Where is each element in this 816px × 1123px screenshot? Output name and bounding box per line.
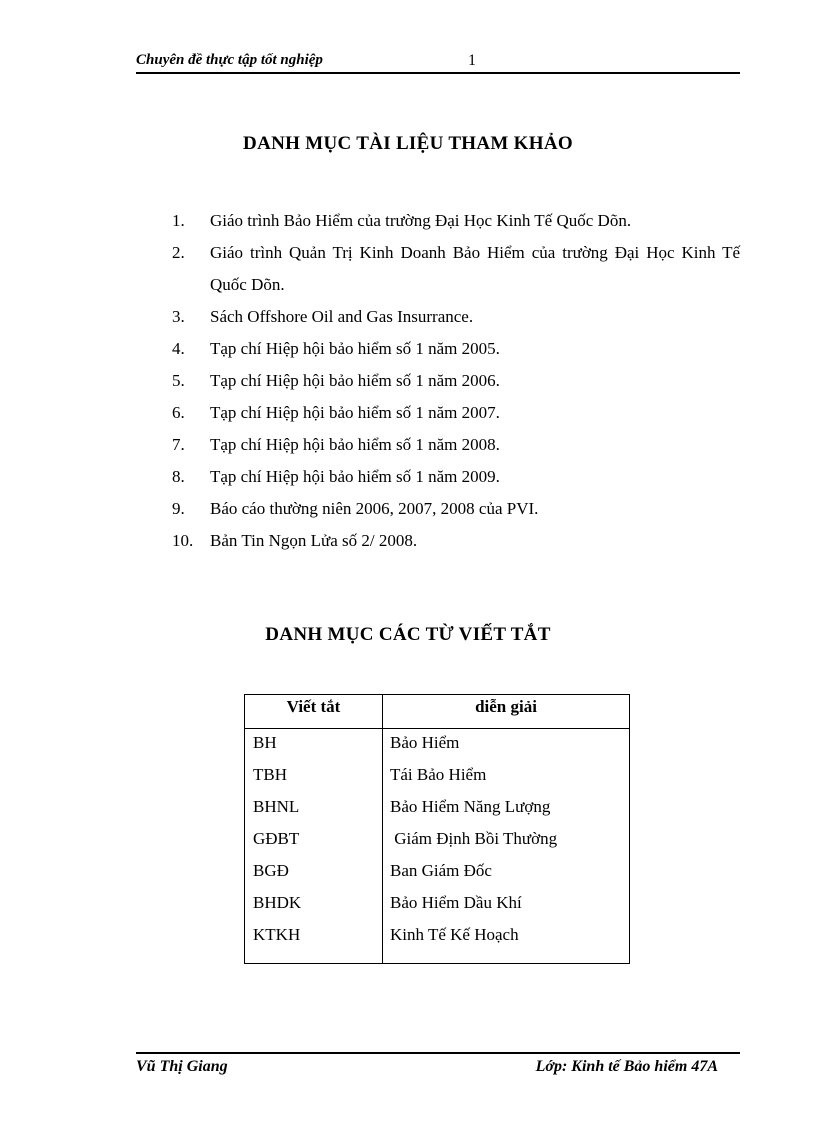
reference-number: 5. xyxy=(172,371,185,390)
page-header xyxy=(136,50,740,74)
reference-text: Giáo trình Bảo Hiểm của trường Đại Học Kinh Tế Quốc Dõn. xyxy=(210,211,632,230)
reference-text: Tạp chí Hiệp hội bảo hiểm số 1 năm 2009. xyxy=(210,467,500,486)
table-row xyxy=(245,761,629,793)
reference-number: 4. xyxy=(172,339,185,358)
author-name: Vũ Thị Giang xyxy=(136,1058,228,1075)
desc-cell: Bảo Hiểm xyxy=(390,733,460,752)
abbr-cell: BHDK xyxy=(253,893,302,912)
reference-item xyxy=(172,461,740,493)
column-header-desc: diễn giải xyxy=(475,697,537,716)
desc-cell: Giám Định Bồi Thường xyxy=(390,829,558,848)
reference-number: 8. xyxy=(172,467,185,486)
reference-number: 2. xyxy=(172,243,185,262)
reference-item xyxy=(172,429,740,461)
reference-text: Tạp chí Hiệp hội bảo hiểm số 1 năm 2007. xyxy=(210,403,500,422)
abbr-cell: TBH xyxy=(253,765,287,784)
reference-number: 7. xyxy=(172,435,185,454)
reference-item xyxy=(172,397,740,429)
reference-list xyxy=(172,205,740,557)
abbr-cell: KTKH xyxy=(253,925,301,944)
reference-text: Giáo trình Quản Trị Kinh Doanh Bảo Hiểm của trường Đại Học Kinh Tế Quốc Dõn. xyxy=(210,243,740,294)
desc-cell: Kinh Tế Kế Hoạch xyxy=(390,925,519,944)
abbr-cell: BGĐ xyxy=(253,861,289,880)
abbreviations-title: DANH MỤC CÁC TỪ VIẾT TẮT xyxy=(265,624,551,645)
reference-item xyxy=(172,205,740,237)
reference-item xyxy=(172,333,740,365)
desc-cell: Tái Bảo Hiểm xyxy=(390,765,487,784)
desc-cell: Ban Giám Đốc xyxy=(390,861,492,880)
table-row xyxy=(245,729,629,761)
table-body xyxy=(245,729,629,953)
reference-number: 6. xyxy=(172,403,185,422)
table-row xyxy=(245,921,629,953)
table-row xyxy=(245,793,629,825)
reference-text: Tạp chí Hiệp hội bảo hiểm số 1 năm 2005. xyxy=(210,339,500,358)
page-number: 1 xyxy=(468,52,476,69)
reference-text: Tạp chí Hiệp hội bảo hiểm số 1 năm 2006. xyxy=(210,371,500,390)
reference-text: Báo cáo thường niên 2006, 2007, 2008 của PVI. xyxy=(210,499,539,518)
reference-number: 9. xyxy=(172,499,185,518)
header-title: Chuyên đề thực tập tốt nghiệp xyxy=(136,52,323,68)
reference-number: 1. xyxy=(172,211,185,230)
abbr-cell: GĐBT xyxy=(253,829,300,848)
reference-number: 10. xyxy=(172,531,194,550)
reference-item xyxy=(172,525,740,557)
reference-text: Sách Offshore Oil and Gas Insurrance. xyxy=(210,307,474,326)
column-header-abbr: Viết tắt xyxy=(286,697,341,716)
reference-item xyxy=(172,301,740,333)
reference-item xyxy=(172,237,740,301)
reference-item xyxy=(172,493,740,525)
table-row xyxy=(245,825,629,857)
reference-text: Tạp chí Hiệp hội bảo hiểm số 1 năm 2008. xyxy=(210,435,500,454)
references-title: DANH MỤC TÀI LIỆU THAM KHẢO xyxy=(243,133,573,154)
abbreviations-table xyxy=(244,694,630,964)
abbr-cell: BHNL xyxy=(253,797,300,816)
table-row xyxy=(245,889,629,921)
reference-item xyxy=(172,365,740,397)
desc-cell: Bảo Hiểm Năng Lượng xyxy=(390,797,551,816)
reference-number: 3. xyxy=(172,307,185,326)
abbr-cell: BH xyxy=(253,733,277,752)
desc-cell: Bảo Hiểm Dầu Khí xyxy=(390,893,522,912)
table-row xyxy=(245,857,629,889)
reference-text: Bản Tin Ngọn Lửa số 2/ 2008. xyxy=(210,531,418,550)
class-info: Lớp: Kinh tế Bảo hiểm 47A xyxy=(535,1058,718,1075)
page-footer xyxy=(136,1052,740,1082)
